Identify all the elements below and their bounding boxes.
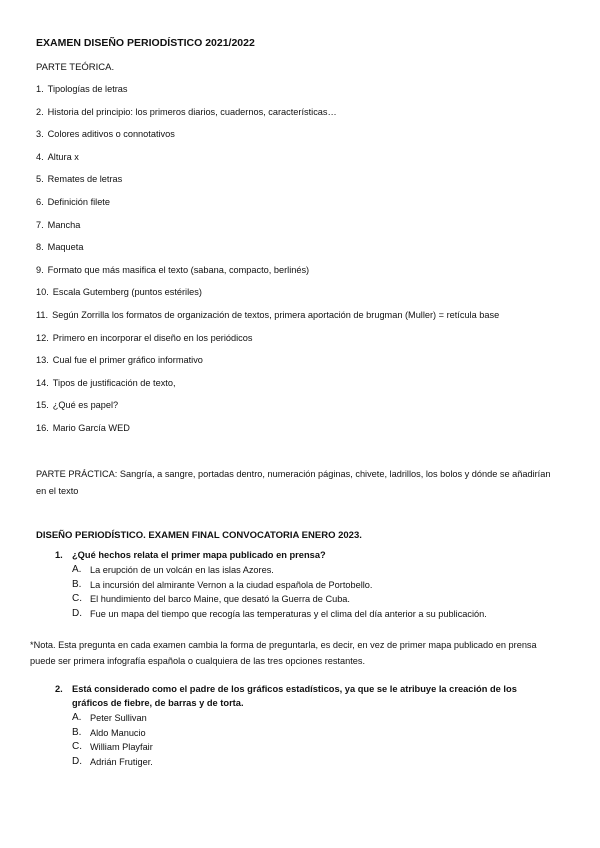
option-letter: C.	[72, 741, 82, 752]
option-text: El hundimiento del barco Maine, que desató la Guerra de Cuba.	[90, 594, 350, 604]
teorica-label: PARTE TEÓRICA.	[36, 62, 115, 73]
list-item	[36, 220, 499, 243]
item-text: Tipologías de letras	[47, 84, 128, 94]
list-item	[36, 174, 499, 197]
item-number: 15.	[36, 400, 49, 411]
question-heading	[55, 682, 532, 710]
options-list	[72, 711, 532, 769]
item-number: 13.	[36, 355, 49, 366]
list-item	[36, 242, 499, 265]
item-text: Colores aditivos o connotativos	[47, 129, 175, 140]
list-item	[36, 423, 499, 446]
option-letter: B.	[72, 578, 82, 590]
question-number: 2.	[55, 684, 63, 694]
options-list	[72, 563, 532, 621]
option-a	[72, 711, 532, 726]
option-a	[72, 563, 532, 578]
list-item	[36, 287, 499, 310]
item-text: Maqueta	[47, 242, 84, 253]
note-paragraph: *Nota. Esta pregunta en cada examen cambia la forma de preguntarla, es decir, en vez de primer mapa publicado en prensa puede ser primera infografía española o cualquiera de las tres opciones restantes.	[30, 640, 537, 666]
item-number: 8.	[36, 242, 44, 253]
item-text: Mario García WED	[52, 422, 130, 433]
item-text: Tipos de justificación de texto,	[52, 377, 176, 388]
item-text: ¿Qué es papel?	[52, 400, 119, 411]
option-b	[72, 726, 532, 741]
item-number: 6.	[36, 196, 44, 207]
item-number: 7.	[36, 219, 44, 230]
item-number: 2.	[36, 106, 44, 117]
list-item	[36, 400, 499, 423]
teorica-list	[36, 84, 499, 446]
item-text: Historia del principio: los primeros diarios, cuadernos, características…	[47, 106, 337, 117]
item-number: 4.	[36, 151, 44, 162]
list-item	[36, 355, 499, 378]
practica-paragraph: PARTE PRÁCTICA: Sangría, a sangre, portadas dentro, numeración páginas, chivete, ladrillos, los bolos y dónde se añadirían en el texto	[36, 469, 551, 496]
item-number: 9.	[36, 264, 44, 275]
option-text: Aldo Manucio	[90, 727, 146, 738]
option-text: Fue un mapa del tiempo que recogía las temperaturas y el clima del día anterior a su publicación.	[90, 608, 487, 619]
option-text: La erupción de un volcán en las islas Azores.	[90, 565, 274, 575]
option-b	[72, 578, 532, 593]
list-item	[36, 333, 499, 356]
item-number: 16.	[36, 422, 49, 433]
question-number: 1.	[55, 550, 63, 560]
option-letter: A.	[72, 712, 82, 723]
item-number: 1.	[36, 84, 44, 94]
question-heading	[55, 548, 532, 562]
item-text: Primero en incorporar el diseño en los periódicos	[52, 332, 253, 343]
item-number: 11.	[36, 309, 49, 320]
question-1	[55, 548, 532, 621]
item-text: Mancha	[47, 219, 81, 230]
question-2	[55, 682, 532, 769]
list-item	[36, 197, 499, 220]
option-text: La incursión del almirante Vernon a la ciudad española de Portobello.	[90, 579, 373, 590]
item-number: 3.	[36, 129, 44, 140]
option-c	[72, 740, 532, 755]
exam-title: EXAMEN DISEÑO PERIODÍSTICO 2021/2022	[36, 37, 255, 49]
list-item	[36, 84, 499, 107]
option-letter: B.	[72, 726, 82, 738]
list-item	[36, 107, 499, 130]
list-item	[36, 265, 499, 288]
item-text: Según Zorrilla los formatos de organización de textos, primera aportación de brugman (Muller) = retícula base	[52, 309, 500, 320]
option-letter: A.	[72, 564, 82, 575]
option-c	[72, 592, 532, 607]
item-number: 14.	[36, 377, 49, 388]
option-d	[72, 755, 532, 770]
item-number: 12.	[36, 332, 49, 343]
item-text: Formato que más masifica el texto (sabana, compacto, berlinés)	[47, 264, 310, 275]
option-text: Adrián Frutiger.	[90, 756, 153, 767]
item-number: 10.	[36, 287, 49, 298]
option-letter: D.	[72, 755, 82, 767]
item-text: Escala Gutemberg (puntos estériles)	[52, 287, 202, 298]
final-exam-title: DISEÑO PERIODÍSTICO. EXAMEN FINAL CONVOCATORIA ENERO 2023.	[36, 530, 362, 541]
list-item	[36, 310, 499, 333]
list-item	[36, 378, 499, 401]
item-number: 5.	[36, 174, 44, 185]
item-text: Altura x	[47, 151, 79, 162]
question-text: Está considerado como el padre de los gráficos estadísticos, ya que se le atribuye la creación de los gráficos de fiebre, de barras y de torta.	[72, 684, 517, 708]
option-letter: D.	[72, 607, 82, 619]
item-text: Definición filete	[47, 196, 110, 207]
item-text: Cual fue el primer gráfico informativo	[52, 355, 203, 366]
question-text: ¿Qué hechos relata el primer mapa publicado en prensa?	[72, 550, 326, 560]
option-text: William Playfair	[90, 742, 153, 752]
option-letter: C.	[72, 593, 82, 604]
option-text: Peter Sullivan	[90, 713, 147, 723]
option-d	[72, 607, 532, 622]
list-item	[36, 129, 499, 152]
item-text: Remates de letras	[47, 174, 123, 185]
list-item	[36, 152, 499, 175]
